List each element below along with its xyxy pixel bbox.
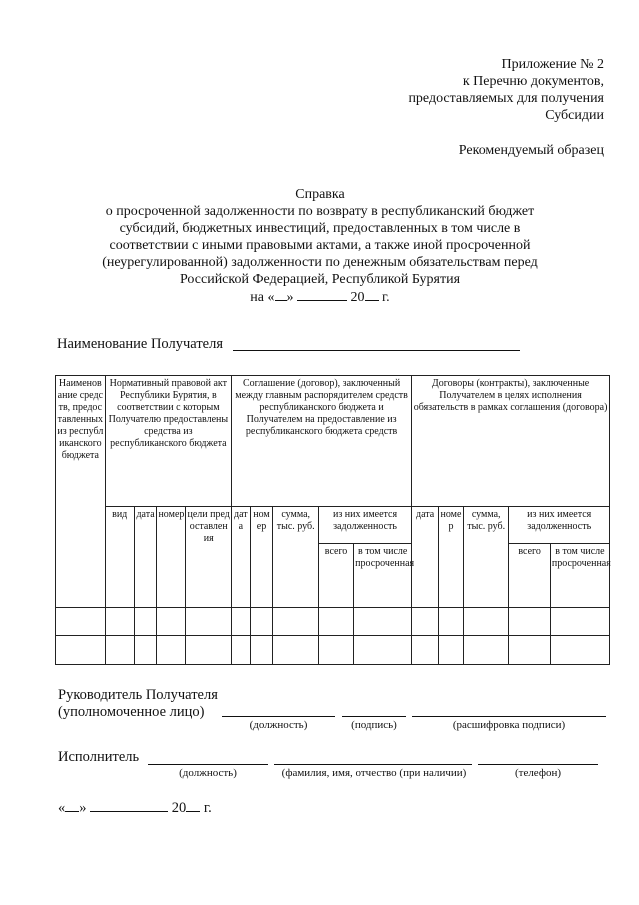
col-contract-debt-total: всего (509, 544, 550, 608)
col-contract-debt: из них имеется задолженность (509, 507, 610, 544)
col-agr-sum: сумма, тыс. руб. (273, 507, 319, 607)
col-agr-debt: из них имеется задолженность (318, 507, 411, 544)
decode-line[interactable] (412, 716, 606, 717)
executor-fio-line[interactable] (274, 764, 472, 765)
table-row (56, 636, 610, 665)
table-cell[interactable] (157, 607, 186, 636)
group-agreement: Соглашение (договор), заключенный между главным распорядителем средств республиканского бюджета и Получателем на предоставление из республиканского бюджета средств (232, 376, 412, 507)
caption-phone: (телефон) (514, 767, 562, 779)
footer-date (58, 799, 212, 817)
col-contract-sum: сумма, тыс. руб. (463, 507, 509, 607)
footer-date-close: » (79, 800, 87, 816)
table-cell[interactable] (550, 607, 609, 636)
table-cell[interactable] (250, 607, 273, 636)
title-line: о просроченной задолженности по возврату в республиканский бюджет (105, 204, 535, 219)
document-title (60, 186, 580, 306)
caption-exec-position: (должность) (179, 767, 237, 779)
date-year: 20 (350, 290, 365, 305)
debt-table (55, 375, 610, 665)
annex-line: к Перечню документов, (462, 74, 604, 89)
head-line2: (уполномоченное лицо) (58, 704, 205, 720)
signature-line[interactable] (342, 716, 406, 717)
footer-day-blank[interactable] (65, 799, 79, 812)
footer-date-year: 20 (171, 800, 187, 816)
caption-decode: (расшифровка подписи) (452, 719, 566, 731)
recipient-input-line[interactable] (233, 350, 520, 351)
annex-header (408, 56, 604, 124)
table-cell[interactable] (463, 636, 509, 665)
table-cell[interactable] (56, 607, 106, 636)
executor-phone-line[interactable] (478, 764, 598, 765)
col-act-purpose: цели предоставления (186, 507, 232, 607)
col-act-type: вид (105, 507, 134, 607)
annex-line: Приложение № 2 (501, 57, 604, 72)
table-cell[interactable] (232, 636, 251, 665)
col-agr-debt-overdue: в том числе просроченная (354, 544, 412, 608)
col-agr-number: номер (250, 507, 273, 607)
position-line[interactable] (222, 716, 335, 717)
title-line: (неурегулированной) задолженности по денежным обязательствам перед (102, 255, 538, 270)
table-cell[interactable] (550, 636, 609, 665)
group-contracts: Договоры (контракты), заключенные Получателем в целях исполнения обязательств в рамках соглашения (договора) (412, 376, 610, 507)
year-blank (365, 288, 379, 301)
group-legal-act: Нормативный правовой акт Республики Бурятия, в соответствии с которым Получателю предоставлены средства из республиканского бюджета (105, 376, 231, 507)
table-cell[interactable] (318, 607, 353, 636)
table-cell[interactable] (273, 607, 319, 636)
table-cell[interactable] (186, 636, 232, 665)
date-suffix: г. (382, 290, 390, 305)
title-line: Российской Федерацией, Республикой Бурятия (179, 272, 461, 287)
table-cell[interactable] (186, 607, 232, 636)
table-cell[interactable] (157, 636, 186, 665)
table-cell[interactable] (134, 607, 157, 636)
head-label (58, 687, 218, 721)
head-line1: Руководитель Получателя (58, 687, 218, 703)
title-date (60, 288, 580, 306)
executor-position-line[interactable] (148, 764, 268, 765)
title-line: соответствии с иными правовыми актами, а также иной просроченной (109, 238, 531, 253)
caption-fio: (фамилия, имя, отчество (при наличии) (281, 767, 467, 779)
month-blank (297, 288, 347, 301)
table-cell[interactable] (354, 607, 412, 636)
executor-label: Исполнитель (58, 749, 140, 765)
annex-line: Субсидии (545, 108, 604, 123)
table-cell[interactable] (273, 636, 319, 665)
day-blank (275, 288, 287, 301)
caption-signature: (подпись) (351, 719, 397, 731)
footer-year-blank[interactable] (186, 799, 200, 812)
table-cell[interactable] (412, 636, 439, 665)
col-contract-debt-overdue: в том числе просроченная (550, 544, 609, 608)
col-act-date: дата (134, 507, 157, 607)
table-cell[interactable] (250, 636, 273, 665)
table-cell[interactable] (232, 607, 251, 636)
footer-date-open: « (58, 800, 66, 816)
date-prefix: на « (250, 290, 275, 305)
table-cell[interactable] (439, 636, 464, 665)
col-act-number: номер (157, 507, 186, 607)
col-fund-name: Наименование средств, предоставленных из республиканского бюджета (56, 376, 106, 608)
table-cell[interactable] (463, 607, 509, 636)
title-line: субсидий, бюджетных инвестиций, предоставленных в том числе в (119, 221, 521, 236)
footer-date-suffix: г. (203, 800, 212, 816)
col-agr-date: дата (232, 507, 251, 607)
table-cell[interactable] (105, 607, 134, 636)
table-cell[interactable] (105, 636, 134, 665)
table-cell[interactable] (439, 607, 464, 636)
table-cell[interactable] (412, 607, 439, 636)
table-cell[interactable] (509, 636, 550, 665)
caption-position: (должность) (249, 719, 308, 731)
date-quote-close: » (286, 290, 294, 305)
table-cell[interactable] (318, 636, 353, 665)
col-contract-number: номер (439, 507, 464, 607)
table-cell[interactable] (509, 607, 550, 636)
table-cell[interactable] (354, 636, 412, 665)
table-cell[interactable] (134, 636, 157, 665)
annex-line: предоставляемых для получения (408, 91, 604, 106)
table-cell[interactable] (56, 636, 106, 665)
sample-label: Рекомендуемый образец (458, 143, 604, 158)
col-contract-date: дата (412, 507, 439, 607)
col-agr-debt-total: всего (318, 544, 353, 608)
recipient-label: Наименование Получателя (57, 336, 224, 352)
title-heading: Справка (295, 187, 345, 202)
table-row (56, 607, 610, 636)
footer-month-blank[interactable] (90, 799, 168, 812)
